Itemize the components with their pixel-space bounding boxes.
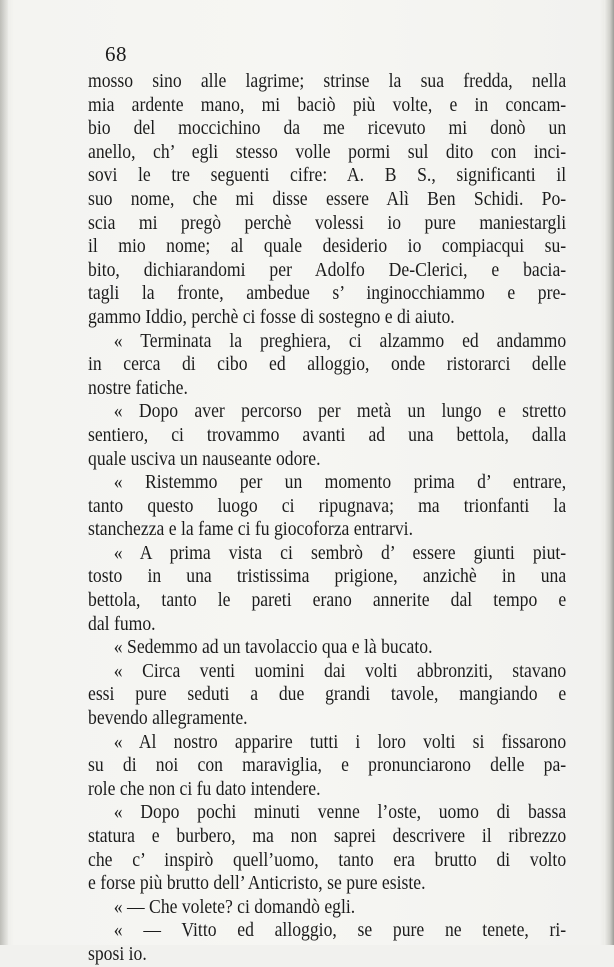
text-line: « Dopo pochi minuti venne l’oste, uomo di bassa [113,801,567,824]
text-line: sovi le tre seguenti cifre: A. B S., significanti il [88,164,567,187]
text-line: « Dopo aver percorso per metà un lungo e stretto [113,400,567,423]
text-line: tanto questo luogo ci ripugnava; ma trionfanti la [88,494,567,517]
text-line: stanchezza e la fame ci fu giocoforza entrarvi. [88,518,413,541]
text-line: bito, dichiarandomi per Adolfo De-Clerici, e bacia- [88,258,567,281]
text-line: mosso sino alle lagrime; strinse la sua fredda, nella [88,70,567,92]
text-line: « — Che volete? ci domandò egli. [113,895,356,918]
text-line: in cerca di cibo ed alloggio, onde ristorarci delle [88,353,567,376]
text-line: « Circa venti uomini dai volti abbronziti, stavano [113,659,567,682]
text-line: « Al nostro apparire tutti i loro volti si fissarono [113,730,567,753]
text-line: sposi io. [88,942,147,965]
text-line: essi pure seduti a due grandi tavole, mangiando e [88,683,567,706]
text-line: sentiero, ci trovammo avanti ad una bettola, dalla [88,423,567,446]
text-line: bio del moccichino da me ricevuto mi donò un [88,117,567,140]
text-line: « — Vitto ed alloggio, se pure ne tenete, ri- [113,919,567,942]
text-line: « Terminata la preghiera, ci alzammo ed andammo [113,329,567,352]
text-line: statura e burbero, ma non saprei descrivere il ribrezzo [88,825,567,847]
text-line: « Ristemmo per un momento prima d’ entrare, [113,471,567,494]
page-binding-edge [0,0,8,945]
text-line: e forse più brutto dell’ Anticristo, se pure esiste. [88,872,426,895]
text-line: bettola, tanto le pareti erano annerite dal tempo e [88,589,567,612]
page-outer-edge [604,0,614,945]
text-line: nostre fatiche. [88,376,188,399]
text-line: quale usciva un nauseante odore. [88,447,321,470]
text-line: che c’ inspirò quell’uomo, tanto era brutto di volto [88,848,567,871]
text-line: su di noi con maraviglia, e pronunciarono delle pa- [88,754,567,777]
text-line: dal fumo. [88,612,156,635]
text-line: suo nome, che mi disse essere Alì Ben Schidi. Po- [88,187,567,210]
text-line: anello, ch’ egli stesso volle pormi sul dito con inci- [88,140,567,163]
text-line: « A prima vista ci sembrò d’ essere giunti piut- [113,541,567,564]
text-line: role che non ci fu dato intendere. [88,777,321,800]
text-line: scia mi pregò perchè volessi io pure maniestargli [88,211,567,234]
text-line: bevendo allegramente. [88,707,248,730]
text-line: tosto in una tristissima prigione, anzichè in una [88,565,567,588]
text-line: mia ardente mano, mi baciò più volte, e in concam- [88,93,567,116]
text-line: « Sedemmo ad un tavolaccio qua e là bucato. [113,636,433,659]
page-number: 68 [105,42,127,66]
text-line: il mio nome; al quale desiderio io compiacqui su- [88,235,567,258]
body-text [88,70,566,967]
text-line: tagli la fronte, ambedue s’ inginocchiammo e pre- [88,282,567,305]
text-line: gammo Iddio, perchè ci fosse di sostegno e di aiuto. [88,305,455,328]
